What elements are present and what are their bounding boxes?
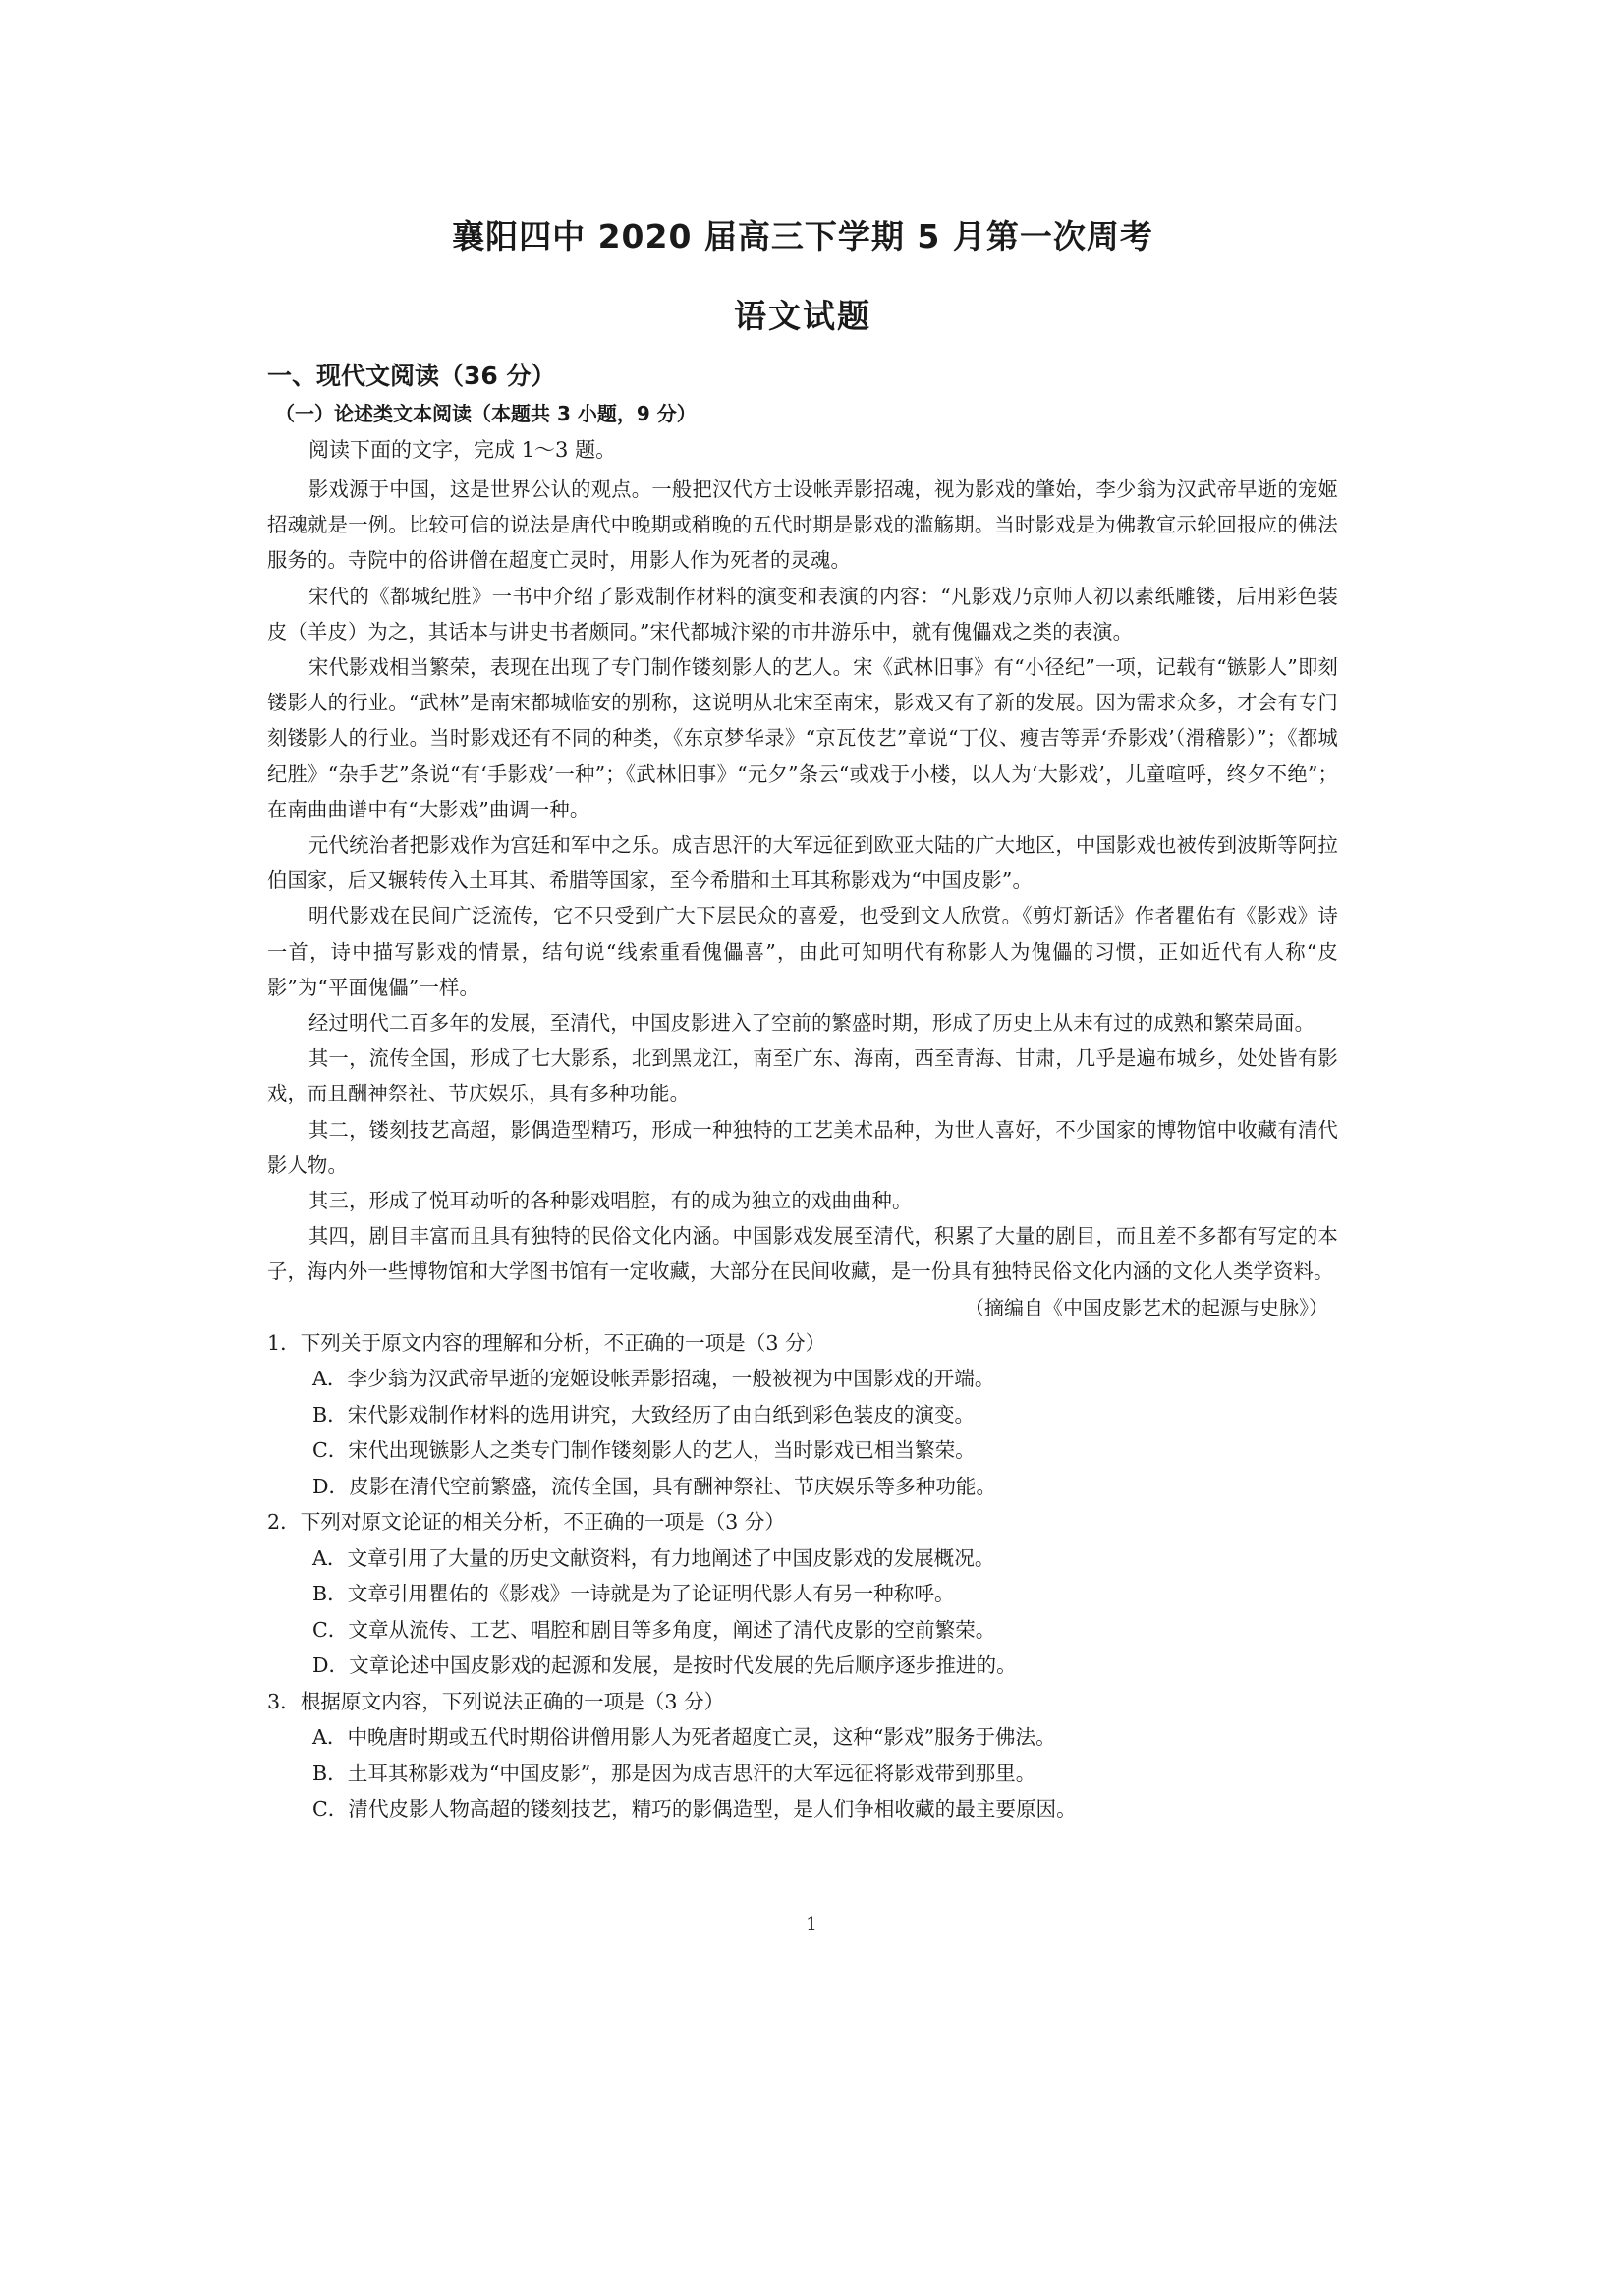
passage-paragraph: 其一，流传全国，形成了七大影系，北到黑龙江，南至广东、海南，西至青海、甘肃，几乎是遍布城乡，处处皆有影戏，而且酬神祭社、节庆娱乐，具有多种功能。	[267, 1046, 1338, 1106]
section-heading: 一、现代文阅读（36 分）	[267, 362, 556, 390]
question-stem: 3．根据原文内容，下列说法正确的一项是（3 分）	[267, 1689, 725, 1713]
subject-title: 语文试题	[734, 297, 871, 335]
question-option: B．土耳其称影戏为“中国皮影”，那是因为成吉思汗的大军远征将影戏带到那里。	[312, 1761, 1036, 1785]
question-option: C．文章从流传、工艺、唱腔和剧目等多角度，阐述了清代皮影的空前繁荣。	[312, 1617, 996, 1642]
page-content	[267, 211, 1338, 1827]
question-option: D．皮影在清代空前繁盛，流传全国，具有酬神祭社、节庆娱乐等多种功能。	[312, 1474, 997, 1498]
question-option: A．文章引用了大量的历史文献资料，有力地阐述了中国皮影戏的发展概况。	[312, 1545, 995, 1570]
question-stem: 2．下列对原文论证的相关分析，不正确的一项是（3 分）	[267, 1510, 785, 1535]
question-option: B．文章引用瞿佑的《影戏》一诗就是为了论证明代影人有另一种称呼。	[312, 1582, 955, 1606]
reading-instruction: 阅读下面的文字，完成 1～3 题。	[308, 438, 617, 462]
question-option: A．中晚唐时期或五代时期俗讲僧用影人为死者超度亡灵，这种“影戏”服务于佛法。	[312, 1725, 1056, 1750]
passage-paragraph: 影戏源于中国，这是世界公认的观点。一般把汉代方士设帐弄影招魂，视为影戏的肇始，李少翁为汉武帝早逝的宠姬招魂就是一例。比较可信的说法是唐代中晚期或稍晚的五代时期是影戏的滥觞期。当时影戏是为佛教宣示轮回报应的佛法服务的。寺院中的俗讲僧在超度亡灵时，用影人作为死者的灵魂。	[267, 477, 1338, 573]
question-option: D．文章论述中国皮影戏的起源和发展，是按时代发展的先后顺序逐步推进的。	[312, 1653, 1017, 1678]
question-option: C．宋代出现镞影人之类专门制作镂刻影人的艺人，当时影戏已相当繁荣。	[312, 1438, 976, 1463]
passage-paragraph: 其三，形成了悦耳动听的各种影戏唱腔，有的成为独立的戏曲曲种。	[308, 1189, 913, 1213]
page-number: 1	[806, 1914, 817, 1934]
passage-source: （摘编自《中国皮影艺术的起源与史脉》）	[965, 1295, 1328, 1319]
question-3	[267, 1684, 1338, 1827]
question-option: B．宋代影戏制作材料的选用讲究，大致经历了由白纸到彩色装皮的演变。	[312, 1402, 976, 1427]
passage-paragraph: 宋代的《都城纪胜》一书中介绍了影戏制作材料的演变和表演的内容：“凡影戏乃京师人初以素纸雕镂，后用彩色装皮（羊皮）为之，其话本与讲史书者颇同。”宋代都城汴梁的市井游乐中，就有傀儡戏之类的表演。	[267, 584, 1338, 644]
question-1	[267, 1325, 1338, 1505]
passage-paragraph: 经过明代二百多年的发展，至清代，中国皮影进入了空前的繁盛时期，形成了历史上从未有过的成熟和繁荣局面。	[308, 1011, 1315, 1036]
question-stem: 1．下列关于原文内容的理解和分析，不正确的一项是（3 分）	[267, 1330, 826, 1355]
question-option: C．清代皮影人物高超的镂刻技艺，精巧的影偶造型，是人们争相收藏的最主要原因。	[312, 1797, 1077, 1821]
reading-passage	[267, 472, 1338, 1290]
question-option: A．李少翁为汉武帝早逝的宠姬设帐弄影招魂，一般被视为中国影戏的开端。	[312, 1367, 995, 1391]
subsection-heading: （一）论述类文本阅读（本题共 3 小题，9 分）	[275, 402, 697, 425]
passage-paragraph: 明代影戏在民间广泛流传，它不只受到广大下层民众的喜爱，也受到文人欣赏。《剪灯新话》作者瞿佑有《影戏》诗一首，诗中描写影戏的情景，结句说“线索重看傀儡喜”，由此可知明代有称影人为傀儡的习惯，正如近代有人称“皮影”为“平面傀儡”一样。	[267, 904, 1338, 999]
passage-paragraph: 其四，剧目丰富而且具有独特的民俗文化内涵。中国影戏发展至清代，积累了大量的剧目，而且差不多都有写定的本子，海内外一些博物馆和大学图书馆有一定收藏，大部分在民间收藏，是一份具有独特民俗文化内涵的文化人类学资料。	[267, 1224, 1338, 1284]
passage-paragraph: 宋代影戏相当繁荣，表现在出现了专门制作镂刻影人的艺人。宋《武林旧事》有“小径纪”一项，记载有“镞影人”即刻镂影人的行业。“武林”是南宋都城临安的别称，这说明从北宋至南宋，影戏又有了新的发展。因为需求众多，才会有专门刻镂影人的行业。当时影戏还有不同的种类，《东京梦华录》“京瓦伎艺”章说“丁仪、瘦吉等弄‘乔影戏’（滑稽影）”；《都城纪胜》“杂手艺”条说“有‘手影戏’一种”；《武林旧事》“元夕”条云“或戏于小楼，以人为‘大影戏’，儿童喧呼，终夕不绝”；在南曲曲谱中有“大影戏”曲调一种。	[267, 655, 1338, 821]
passage-paragraph: 元代统治者把影戏作为宫廷和军中之乐。成吉思汗的大军远征到欧亚大陆的广大地区，中国影戏也被传到波斯等阿拉伯国家，后又辗转传入土耳其、希腊等国家，至今希腊和土耳其称影戏为“中国皮影”。	[267, 833, 1338, 893]
question-2	[267, 1504, 1338, 1684]
exam-title: 襄阳四中 2020 届高三下学期 5 月第一次周考	[452, 217, 1153, 255]
passage-paragraph: 其二，镂刻技艺高超，影偶造型精巧，形成一种独特的工艺美术品种，为世人喜好，不少国家的博物馆中收藏有清代影人物。	[267, 1117, 1338, 1177]
